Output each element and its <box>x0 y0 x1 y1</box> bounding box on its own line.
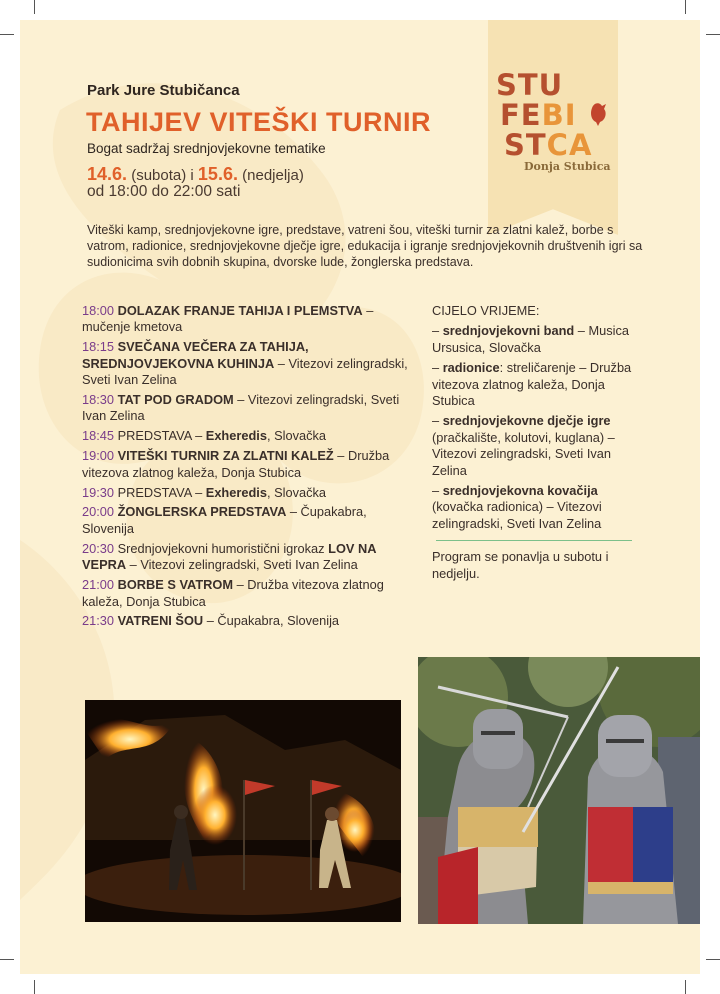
schedule-performer: , Slovačka <box>266 428 327 444</box>
crop-mark <box>0 959 14 960</box>
schedule-item <box>82 541 414 574</box>
crop-mark <box>685 980 686 994</box>
schedule-performer: – Vitezovi zelingradski, Sveti Ivan Zelina <box>82 392 400 424</box>
all-day-details: : streličarenje – Družba vitezova zlatnog kaleža, Donja Stubica <box>432 360 632 409</box>
all-day-details: (kovačka radionica) – Vitezovi zelingradski, Sveti Ivan Zelina <box>432 499 602 531</box>
logo-text: BI <box>541 98 577 132</box>
all-day-title: srednjovjekovna kovačija <box>442 483 598 499</box>
schedule-item <box>82 485 414 501</box>
schedule-item <box>82 577 414 610</box>
all-day-title: srednjovjekovni band <box>442 323 575 339</box>
logo-text: STU <box>496 68 564 102</box>
schedule-prefix: PREDSTAVA – <box>117 428 206 444</box>
repeat-note: Program se ponavlja u subotu i nedjelju. <box>432 549 609 581</box>
poster <box>20 20 700 974</box>
date-1: 14.6. <box>87 164 128 184</box>
schedule-performer: – Čupakabra, Slovenija <box>203 613 340 629</box>
schedule-performer: – Vitezovi zelingradski, Sveti Ivan Zelina <box>82 355 408 388</box>
fire-show-image <box>85 700 401 922</box>
intro-text: Viteški kamp, srednjovjekovne igre, predstave, vatreni šou, viteški turnir za zlatni kalež, borbe s vatrom, radionice, srednjovjekovne dječje igre, edukacija i igranje srednjovjekovnih društvenih igri sa sudionicima svih dobnih skupina, dvorske lude, žonglerska predstava. <box>87 223 643 269</box>
schedule-item <box>82 613 414 629</box>
schedule-title: SVEČANA VEČERA ZA TAHIJA, SREDNJOVJEKOVNA KUHINJA <box>82 339 309 371</box>
knights-image <box>418 657 700 924</box>
schedule-item <box>82 339 414 388</box>
schedule-time: 18:30 <box>82 392 115 408</box>
all-day-details: (pračkalište, kolutovi, kuglana) – Vitezovi zelingradski, Sveti Ivan Zelina <box>432 429 615 478</box>
date-2: 15.6. <box>197 164 238 184</box>
schedule-title: Exheredis <box>205 484 267 500</box>
schedule-time: 18:15 <box>82 339 115 355</box>
dash-bullet: – <box>432 323 443 339</box>
all-day-item <box>432 323 637 356</box>
schedule-title: LOV NA VEPRA <box>82 540 376 573</box>
crop-mark <box>0 34 14 35</box>
fire-show-photo <box>85 700 401 922</box>
day-2: (nedjelja) <box>242 167 304 184</box>
schedule-performer: – Družba vitezova zlatnog kaleža, Donja Stubica <box>82 448 390 480</box>
schedule-time: 18:00 <box>82 303 115 318</box>
schedule-performer: – mučenje kmetova <box>82 303 374 335</box>
crop-mark <box>685 0 686 14</box>
schedule-time: 19:30 <box>82 484 115 500</box>
day-1: (subota) i <box>131 167 194 184</box>
schedule-time: 19:00 <box>82 448 115 464</box>
crop-mark <box>34 0 35 14</box>
schedule-performer: – Čupakabra, Slovenija <box>82 504 367 536</box>
schedule-title: VATRENI ŠOU <box>117 613 204 629</box>
logo-text: ST <box>504 128 547 162</box>
all-day-heading: CIJELO VRIJEME: <box>432 303 540 318</box>
dash-bullet: – <box>432 413 443 429</box>
subtitle: Bogat sadržaj srednjovjekovne tematike <box>87 141 326 156</box>
all-day-item <box>432 483 637 532</box>
event-hours: od 18:00 do 22:00 sati <box>87 183 241 200</box>
all-day-title: srednjovjekovne dječje igre <box>442 413 611 429</box>
crop-mark <box>34 980 35 994</box>
all-day-item <box>432 413 637 479</box>
rooster-icon <box>588 100 610 126</box>
schedule-prefix: Srednjovjekovni humoristični igrokaz <box>117 540 329 556</box>
crop-mark <box>706 959 720 960</box>
schedule-item <box>82 392 414 425</box>
dash-bullet: – <box>432 360 443 376</box>
dash-bullet: – <box>432 483 443 499</box>
schedule-title: BORBE S VATROM <box>117 577 234 593</box>
all-day-title: radionice <box>442 360 500 376</box>
schedule-time: 18:45 <box>82 428 115 444</box>
schedule-time: 20:00 <box>82 504 115 520</box>
crop-mark <box>706 34 720 35</box>
logo-text: FE <box>500 98 542 132</box>
all-day-item <box>432 360 637 409</box>
schedule-item <box>82 448 414 481</box>
schedule-title: Exheredis <box>205 428 267 444</box>
schedule-performer: – Družba vitezova zlatnog kaleža, Donja Stubica <box>82 577 384 609</box>
logo-subtitle: Donja Stubica <box>524 160 611 173</box>
schedule-title: TAT POD GRADOM <box>117 392 234 408</box>
schedule-title: ŽONGLERSKA PREDSTAVA <box>117 504 287 520</box>
schedule-time: 21:30 <box>82 613 115 629</box>
page-title: TAHIJEV VITEŠKI TURNIR <box>86 107 432 137</box>
schedule-item <box>82 504 414 537</box>
schedule-prefix: PREDSTAVA – <box>117 484 206 500</box>
stufebistca-logo <box>496 70 636 173</box>
all-day-program <box>432 303 637 582</box>
divider <box>436 540 632 541</box>
knights-photo <box>418 657 700 924</box>
event-dates <box>87 164 304 185</box>
schedule-time: 20:30 <box>82 540 115 556</box>
schedule-performer: – Vitezovi zelingradski, Sveti Ivan Zelina <box>126 557 358 573</box>
schedule-list <box>82 303 414 633</box>
schedule-performer: , Slovačka <box>266 484 327 500</box>
schedule-time: 21:00 <box>82 577 115 593</box>
schedule-title: DOLAZAK FRANJE TAHIJA I PLEMSTVA <box>117 303 363 318</box>
all-day-details: – Musica Ursusica, Slovačka <box>432 323 630 355</box>
schedule-title: VITEŠKI TURNIR ZA ZLATNI KALEŽ <box>117 448 334 464</box>
schedule-item <box>82 303 414 336</box>
venue: Park Jure Stubičanca <box>87 82 240 99</box>
schedule-item <box>82 428 414 444</box>
logo-text: CA <box>546 128 593 162</box>
